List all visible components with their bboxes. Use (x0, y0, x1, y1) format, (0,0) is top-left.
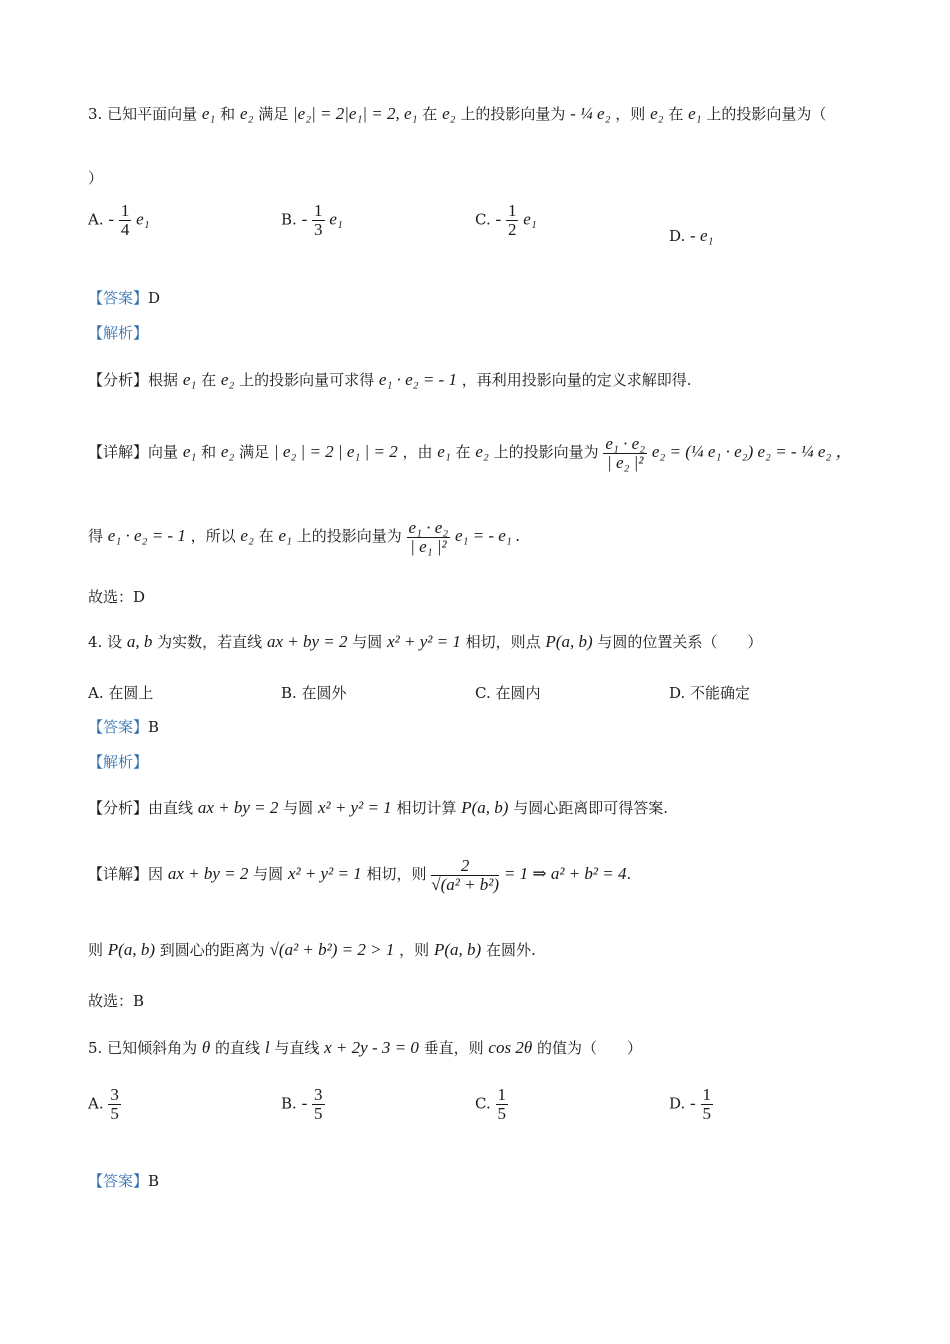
option-label: C. (475, 210, 491, 229)
stem-text: 为实数，若直线 (157, 633, 263, 651)
text: 与圆心距离即可得答案. (513, 799, 669, 817)
point: P(a, b) (545, 632, 593, 651)
fenxi-tag: 【分析】 (88, 371, 149, 389)
text: ，所以 (190, 527, 236, 545)
fraction (431, 857, 499, 894)
q4-option-a: A. 在圆上 (88, 684, 154, 702)
answer-value: D (148, 289, 161, 307)
text: 因 (148, 865, 164, 883)
text: ，再利用投影向量的定义求解即得. (461, 371, 692, 389)
q3-guxuan: 故选：D (88, 588, 146, 606)
text: ，由 (402, 443, 433, 461)
stem-text: 与圆的位置关系（ ） (597, 633, 763, 651)
text: . (626, 865, 632, 883)
formula: a, b (126, 632, 153, 651)
stem-text: 与圆 (352, 633, 383, 651)
numerator: 2 (431, 857, 499, 876)
q3-option-d (669, 226, 713, 246)
answer-tag: 【答案】 (88, 718, 149, 736)
q4-guxuan: 故选：B (88, 992, 145, 1010)
stem-text: 设 (107, 633, 123, 651)
xiangjie-tag: 【详解】 (88, 443, 149, 461)
q5-option-c (475, 1086, 508, 1123)
stem-text: 和 (220, 105, 236, 123)
option-label: D. (669, 227, 686, 245)
numerator: 1 (497, 1085, 506, 1104)
condition-formula: |e₂| = 2|e₁| = 2, e₁ (292, 104, 418, 123)
point: P(a, b) (107, 940, 156, 959)
option-label: B. (281, 1094, 297, 1113)
denominator: √(a² + b²) (431, 874, 500, 894)
text: 满足 (239, 443, 270, 461)
circle-equation: x² + y² = 1 (387, 632, 461, 651)
stem-text: 垂直，则 (423, 1039, 484, 1057)
q3-stem (88, 104, 826, 124)
fraction (506, 202, 519, 239)
line-l: l (264, 1038, 270, 1057)
cos-expression: cos 2θ (488, 1038, 533, 1057)
sign: - (301, 1093, 308, 1113)
text: 和 (201, 443, 217, 461)
q3-de (88, 516, 520, 556)
vector-e1: e₁ (201, 104, 216, 123)
q3-option-c (475, 202, 537, 239)
text: 与圆 (253, 865, 284, 883)
formula: √(a² + b²) = 2 > 1 (269, 940, 395, 959)
circle-equation: x² + y² = 1 (287, 864, 362, 883)
minus-sign: - (301, 209, 308, 229)
xiangjie-tag: 【详解】 (88, 865, 149, 883)
theta: θ (201, 1038, 211, 1057)
answer-value: B (148, 1172, 160, 1190)
vector-e1: e₁ (437, 442, 451, 461)
text: 上的投影向量为 (493, 443, 599, 461)
fraction (603, 435, 647, 472)
vector-e2: e₂ (240, 526, 254, 545)
denominator: | e₂ |² (607, 452, 644, 472)
text: ，则 (399, 941, 430, 959)
q3-fenxi (88, 370, 692, 390)
fraction (108, 1086, 121, 1123)
text: 与圆 (283, 799, 314, 817)
stem-text: 满足 (258, 105, 289, 123)
denominator: 5 (702, 1104, 711, 1123)
vector-e2: e₂ (650, 104, 664, 123)
formula: e₁ · e₂ = - 1 (107, 526, 186, 545)
text: 在 (201, 371, 217, 389)
fraction (119, 202, 132, 239)
point: P(a, b) (461, 798, 509, 817)
stem-text: 相切，则点 (465, 633, 541, 651)
stem-text: 在 (668, 105, 684, 123)
vector-e2: e₂ (239, 104, 254, 123)
q4-option-d: D. 不能确定 (669, 684, 751, 702)
q4-stem (88, 632, 762, 652)
vector-e2: e₂ (220, 442, 235, 461)
point: P(a, b) (433, 940, 482, 959)
numerator: 3 (314, 1085, 323, 1104)
text: 由直线 (148, 799, 194, 817)
q3-xiangjie (88, 432, 853, 472)
q5-stem (88, 1038, 642, 1058)
line-equation: ax + by = 2 (197, 798, 279, 817)
stem-text: 上的投影向量为（ (706, 105, 827, 123)
vector-e1: e₁ (329, 209, 343, 229)
q4-analysis-tag: 【解析】 (88, 753, 149, 771)
stem-text: 的直线 (215, 1039, 261, 1057)
stem-text: ，则 (615, 105, 646, 123)
option-value: - e₁ (690, 226, 714, 245)
q4-fenxi (88, 798, 668, 818)
numerator: 1 (507, 201, 517, 220)
stem-text: 的值为（ ） (536, 1039, 642, 1057)
text: 在 (258, 527, 274, 545)
stem-text: 已知倾斜角为 (107, 1039, 198, 1057)
text: 在圆外. (485, 941, 536, 959)
vector-e2: e₂ (220, 370, 235, 389)
numerator: e₁ · e₂ (408, 517, 449, 537)
fraction (701, 1086, 714, 1123)
q5-answer (88, 1171, 159, 1191)
q4-xiangjie (88, 854, 631, 894)
numerator: 1 (314, 201, 323, 220)
vector-e1: e₁ (182, 442, 197, 461)
option-label: B. (281, 210, 297, 229)
answer-tag: 【答案】 (88, 289, 149, 307)
q3-stem-close: ） (88, 169, 104, 187)
denominator: 5 (497, 1104, 506, 1123)
fraction (407, 519, 451, 556)
q5-option-a (88, 1086, 121, 1123)
vector-e1: e₁ (182, 370, 197, 389)
answer-tag: 【答案】 (88, 1172, 149, 1190)
text: 根据 (148, 371, 179, 389)
q3-option-b (281, 202, 343, 239)
denominator: 3 (314, 220, 323, 239)
line-equation: x + 2y - 3 = 0 (324, 1038, 419, 1057)
q4-ze (88, 940, 536, 960)
text: 上的投影向量可求得 (239, 371, 375, 389)
q4-answer (88, 717, 159, 737)
numerator: e₁ · e₂ (605, 433, 646, 453)
q5-option-b (281, 1086, 325, 1123)
fenxi-tag: 【分析】 (88, 799, 149, 817)
vector-e1: e₁ (523, 209, 537, 229)
stem-text: 已知平面向量 (107, 105, 198, 123)
question-number: 4. (88, 633, 103, 651)
formula: | e₂ | = 2 | e₁ | = 2 (273, 442, 398, 461)
vector-e2: e₂ (475, 442, 489, 461)
numerator: 1 (120, 201, 130, 220)
text: 则 (88, 941, 104, 959)
vector-e1: e₁ (688, 104, 702, 123)
option-label: A. (88, 210, 104, 229)
denominator: 5 (314, 1104, 323, 1123)
vector-e1: e₁ (278, 526, 292, 545)
projection-formula: - ¼ e₂ (570, 104, 611, 123)
line-equation: ax + by = 2 (266, 632, 348, 651)
text: 向量 (148, 443, 179, 461)
formula: e₂ = (¼ e₁ · e₂) e₂ = - ¼ e₂ ， (651, 442, 853, 461)
q4-option-c: C. 在圆内 (475, 684, 541, 702)
denominator: 5 (110, 1104, 119, 1123)
denominator: 2 (507, 220, 517, 239)
fraction (312, 1086, 325, 1123)
denominator: 4 (120, 220, 130, 239)
circle-equation: x² + y² = 1 (317, 798, 392, 817)
stem-text: 在 (422, 105, 438, 123)
vector-e1: e₁ (136, 209, 150, 229)
q3-analysis-tag: 【解析】 (88, 324, 149, 342)
numerator: 1 (702, 1085, 711, 1104)
text: 在 (455, 443, 471, 461)
numerator: 3 (110, 1085, 119, 1104)
minus-sign: - (495, 209, 502, 229)
text: 相切计算 (396, 799, 457, 817)
q3-option-a (88, 202, 150, 239)
vector-e2: e₂ (442, 104, 456, 123)
formula: e₁ · e₂ = - 1 (378, 370, 457, 389)
answer-value: B (148, 718, 160, 736)
formula: = 1 ⇒ a² + b² = 4 (503, 864, 627, 883)
option-label: D. (669, 1094, 686, 1113)
option-label: A. (88, 1094, 104, 1113)
text: 得 (88, 527, 104, 545)
text: 相切，则 (366, 865, 427, 883)
sign: - (690, 1093, 696, 1113)
fraction (312, 202, 325, 239)
q3-answer (88, 288, 160, 308)
denominator: | e₁ |² (410, 536, 447, 556)
option-label: C. (475, 1094, 491, 1113)
question-number: 3. (88, 105, 103, 123)
formula: e₁ = - e₁ . (454, 526, 521, 545)
text: 到圆心的距离为 (159, 941, 265, 959)
stem-text: 与直线 (274, 1039, 320, 1057)
question-number: 5. (88, 1039, 103, 1057)
fraction (496, 1086, 509, 1123)
text: 上的投影向量为 (296, 527, 402, 545)
minus-sign: - (108, 209, 115, 229)
q4-option-b: B. 在圆外 (281, 684, 347, 702)
stem-text: 上的投影向量为 (460, 105, 566, 123)
line-equation: ax + by = 2 (167, 864, 249, 883)
q5-option-d (669, 1086, 713, 1123)
